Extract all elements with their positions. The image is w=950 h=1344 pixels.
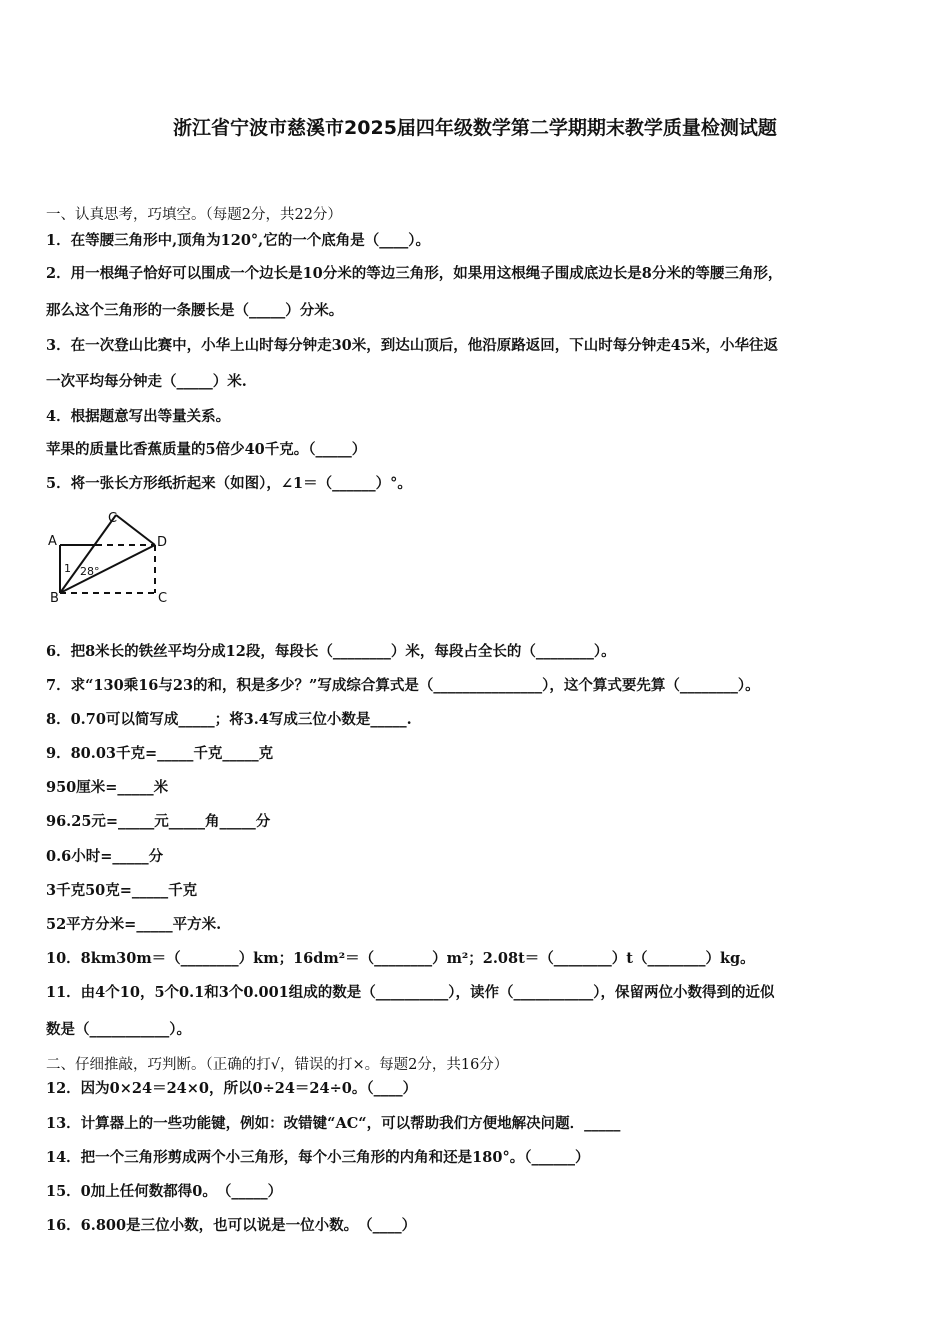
question-4-line-1: 4．根据题意写出等量关系。	[46, 408, 231, 425]
question-2-line-1: 2．用一根绳子恰好可以围成一个边长是10分米的等边三角形，如果用这根绳子围成底边长是8分米的等腰三角形，	[46, 265, 783, 282]
question-7: 7．求“130乘16与23的和，积是多少？”写成综合算式是（_______________），这个算式要先算（________）。	[46, 677, 760, 694]
question-14: 14．把一个三角形剪成两个小三角形，每个小三角形的内角和还是180°。（______）	[46, 1149, 590, 1166]
question-11-line-1: 11．由4个10，5个0.1和3个0.001组成的数是（__________），读作（___________），保留两位小数得到的近似	[46, 984, 775, 1001]
label-d: D	[157, 535, 168, 550]
folded-rectangle-figure	[46, 505, 186, 610]
question-15: 15．0加上任何数都得0。 （_____）	[46, 1183, 283, 1200]
section-2-heading: 二、仔细推敲，巧判断。（正确的打√，错误的打×。每题2分，共16分）	[46, 1057, 509, 1073]
question-10: 10．8km30m＝（________）km；16dm²＝（________）m²；2.08t＝（________）t（________）kg。	[46, 950, 755, 967]
question-16: 16．6.800是三位小数，也可以说是一位小数。 （____）	[46, 1217, 417, 1234]
diagonal-bd	[60, 545, 155, 593]
question-9-line-5: 3千克50克=_____千克	[46, 882, 198, 899]
question-9-line-2: 950厘米=_____米	[46, 779, 169, 796]
question-9-line-1: 9．80.03千克=_____千克_____克	[46, 745, 274, 762]
label-b: B	[50, 591, 59, 606]
question-12: 12．因为0×24＝24×0，所以0÷24＝24÷0。（____）	[46, 1080, 418, 1097]
page-title: 浙江省宁波市慈溪市2025届四年级数学第二学期期末教学质量检测试题	[173, 117, 777, 139]
label-c-top: C	[108, 511, 118, 526]
section-1-heading: 一、认真思考，巧填空。（每题2分，共22分）	[46, 207, 342, 223]
label-angle-28: 28°	[80, 565, 100, 578]
question-6: 6．把8米长的铁丝平均分成12段，每段长（________）米，每段占全长的（________）。	[46, 643, 616, 660]
question-2-line-2: 那么这个三角形的一条腰长是（_____）分米。	[46, 302, 344, 319]
question-9-line-4: 0.6小时=_____分	[46, 848, 164, 865]
question-3-line-2: 一次平均每分钟走（_____）米.	[46, 373, 247, 390]
label-angle-1: 1	[64, 562, 71, 575]
question-4-line-2: 苹果的质量比香蕉质量的5倍少40千克。（_____）	[46, 441, 367, 458]
label-a: A	[48, 534, 57, 549]
question-1: 1．在等腰三角形中,顶角为120°,它的一个底角是（____）。	[46, 232, 430, 249]
question-9-line-3: 96.25元=_____元_____角_____分	[46, 813, 271, 830]
fold-edge-bc	[60, 515, 116, 593]
fold-edge-cd	[116, 515, 155, 545]
question-11-line-2: 数是（___________）。	[46, 1021, 191, 1038]
question-13: 13．计算器上的一些功能键，例如：改错键“AC“，可以帮助我们方便地解决问题．_____	[46, 1115, 621, 1132]
question-9-line-6: 52平方分米=_____平方米.	[46, 916, 222, 933]
question-8: 8．0.70可以简写成_____；将3.4写成三位小数是_____.	[46, 711, 412, 728]
label-c-bottom: C	[158, 591, 168, 606]
question-3-line-1: 3．在一次登山比赛中，小华上山时每分钟走30米，到达山顶后，他沿原路返回，下山时每分钟走45米，小华往返	[46, 337, 778, 354]
question-5: 5．将一张长方形纸折起来（如图），∠1＝（______）°。	[46, 475, 412, 492]
